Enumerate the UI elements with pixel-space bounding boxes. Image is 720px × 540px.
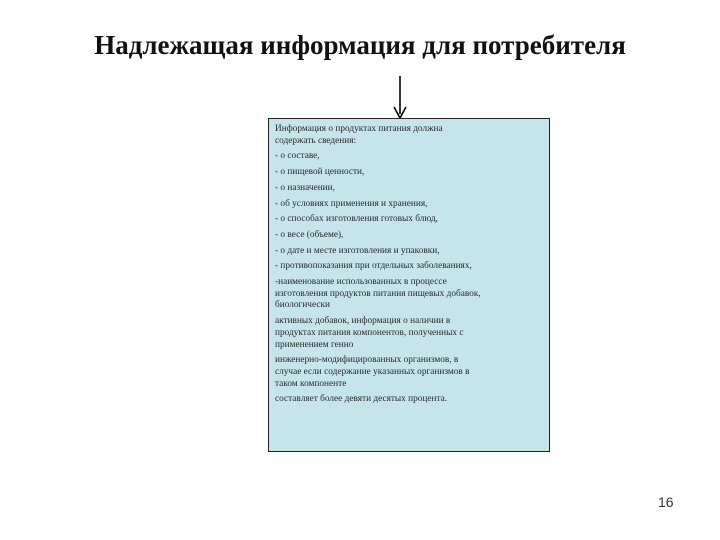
box-line: - о способах изготовления готовых блюд, xyxy=(275,214,438,225)
box-line: инженерно-модифицированных организмов, в xyxy=(275,355,459,366)
box-line: изготовления продуктов питания пищевых добавок, xyxy=(275,288,481,299)
consumer-info-box xyxy=(268,118,550,452)
box-line: - противопоказания при отдельных заболеваниях, xyxy=(275,261,472,272)
page-number: 16 xyxy=(658,494,674,510)
box-line: - о назначении, xyxy=(275,182,335,193)
box-line: - об условиях применения и хранения, xyxy=(275,198,428,209)
box-line: составляет более девяти десятых процента. xyxy=(275,394,448,405)
slide-title: Надлежащая информация для потребителя xyxy=(94,30,626,60)
box-line: - о дате и месте изготовления и упаковки, xyxy=(275,245,440,256)
box-line: Информация о продуктах питания должна xyxy=(275,124,443,134)
box-line: активных добавок, информация о наличии в xyxy=(275,316,451,327)
box-line: применением генно xyxy=(275,339,354,350)
box-line: случае если содержание указанных организмов в xyxy=(275,366,470,377)
box-line: - о пищевой ценности, xyxy=(275,167,365,178)
box-line: - о весе (объеме), xyxy=(275,229,344,240)
box-line: продуктах питания компонентов, полученных с xyxy=(275,327,464,338)
box-line: - о составе, xyxy=(275,151,320,162)
box-line: биологически xyxy=(275,300,330,311)
down-arrow-icon xyxy=(390,76,410,120)
box-line: таком компоненте xyxy=(275,378,347,389)
box-line: -наименование использованных в процессе xyxy=(275,277,447,288)
box-line: содержать сведения: xyxy=(275,135,357,146)
